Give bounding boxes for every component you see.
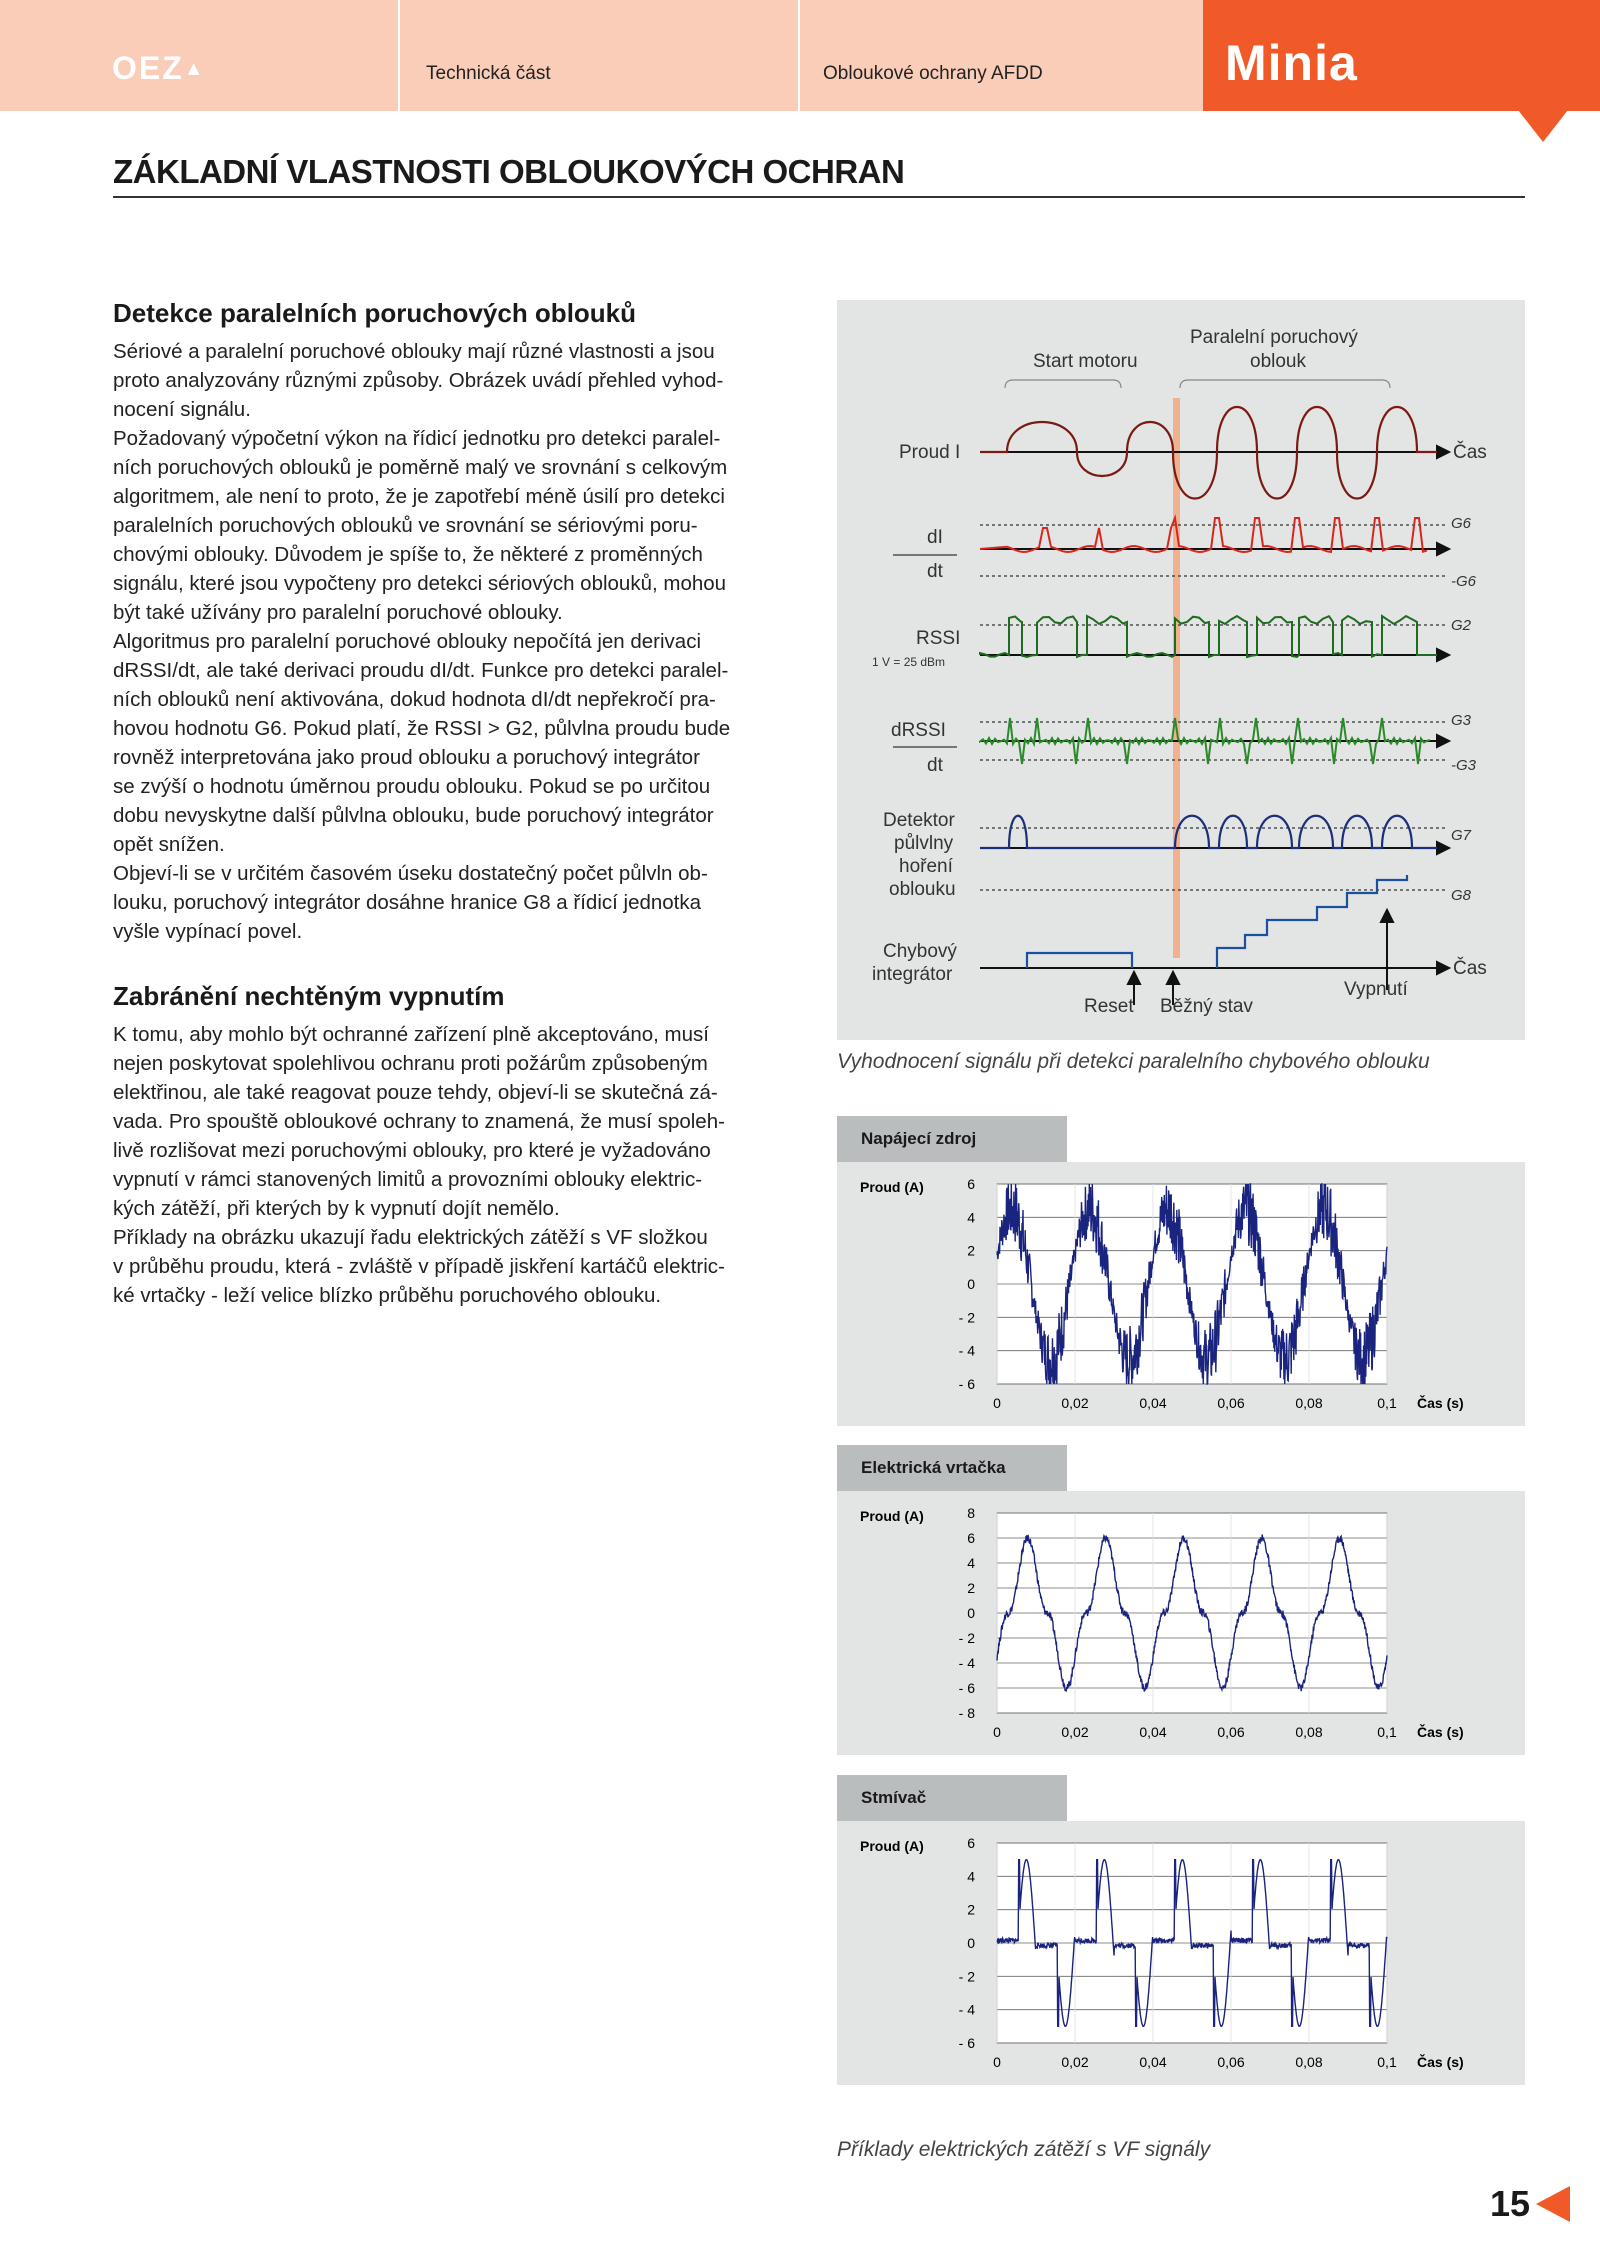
header-divider <box>798 0 800 111</box>
x-tick-label: 0,06 <box>1217 1395 1245 1411</box>
label-minus-g3: -G3 <box>1451 757 1477 774</box>
x-tick-label: 0,1 <box>1377 2054 1397 2070</box>
page-title: ZÁKLADNÍ VLASTNOSTI OBLOUKOVÝCH OCHRAN <box>113 153 905 190</box>
chart-title-tab <box>837 1445 1067 1491</box>
signal-half-wave-detector <box>980 816 1437 848</box>
text-line: paralelních poruchových oblouků ve srovnání se sériovými poru- <box>113 514 698 537</box>
label-time-2: Čas <box>1453 958 1487 979</box>
label-reset: Reset <box>1084 996 1134 1017</box>
text-line: opět snížen. <box>113 833 225 856</box>
page-pointer-icon <box>1536 2186 1570 2222</box>
brace-start-motor <box>1005 380 1121 388</box>
header-section: Technická část <box>426 63 551 84</box>
signal-rssi <box>980 616 1437 657</box>
text-line: kých zátěží, při kterých by k vypnutí dojít nemělo. <box>113 1197 560 1220</box>
text-line: Příklady na obrázku ukazují řadu elektrických zátěží s VF složkou <box>113 1226 708 1249</box>
y-tick-label: 2 <box>967 1580 975 1596</box>
current-chart <box>837 1821 1525 2085</box>
text-line: Objeví-li se v určitém časovém úseku dostatečný počet půlvln ob- <box>113 862 708 885</box>
x-tick-label: 0,06 <box>1217 1724 1245 1740</box>
label-g7: G7 <box>1451 827 1472 844</box>
text-line: rovněž interpretována jako proud oblouku a poruchový integrátor <box>113 746 700 769</box>
label-g6: G6 <box>1451 515 1472 532</box>
chart-title: Stmívač <box>861 1788 927 1807</box>
y-tick-label: - 4 <box>958 1342 975 1359</box>
text-line: vyšle vypínací povel. <box>113 920 303 943</box>
text-line: nocení signálu. <box>113 398 251 421</box>
label-time: Čas <box>1453 442 1487 463</box>
label-trip: Vypnutí <box>1344 979 1408 1000</box>
y-tick-label: 0 <box>967 1935 975 1951</box>
chart-panel <box>837 1821 1525 2085</box>
y-tick-label: 6 <box>967 1835 975 1851</box>
chart-title: Napájecí zdroj <box>861 1129 977 1148</box>
label-integrator-2: integrátor <box>872 964 953 985</box>
x-tick-label: 0,02 <box>1061 1395 1089 1411</box>
y-tick-label: 0 <box>967 1605 975 1621</box>
y-tick-label: 2 <box>967 1901 975 1918</box>
section-heading-false-trip: Zabránění nechtěným vypnutím <box>113 981 505 1011</box>
y-tick-label: - 6 <box>958 1680 975 1696</box>
y-tick-label: 0 <box>967 1276 975 1292</box>
label-rssi: RSSI <box>916 628 961 649</box>
label-current: Proud I <box>899 442 961 463</box>
text-line: ních oblouků není aktivována, dokud hodnota dI/dt nepřekročí pra- <box>113 688 716 711</box>
signal-drssi-dt <box>980 718 1430 764</box>
text-line: Požadovaný výpočetní výkon na řídicí jednotku pro detekci paralel- <box>113 427 721 450</box>
y-tick-label: 2 <box>967 1242 975 1259</box>
text-line: Algoritmus pro paralelní poruchové oblouky nepočítá jen derivaci <box>113 630 702 653</box>
text-line: ké vrtačky - leží velice blízko průběhu poruchového oblouku. <box>113 1284 662 1307</box>
text-line: proto analyzovány různými způsoby. Obrázek uvádí přehled vyhod- <box>113 369 724 392</box>
y-tick-label: - 4 <box>958 1655 975 1671</box>
label-g8: G8 <box>1451 887 1472 904</box>
x-tick-label: 0,08 <box>1295 1724 1323 1740</box>
x-tick-label: 0,04 <box>1139 1395 1167 1411</box>
section-heading-parallel: Detekce paralelních poruchových oblouků <box>113 298 637 328</box>
text-line: dRSSI/dt, ale také derivaci proudu dI/dt. Funkce pro detekci paralel- <box>113 659 729 682</box>
x-tick-label: 0 <box>993 2054 1001 2070</box>
x-tick-label: 0,04 <box>1139 1724 1167 1740</box>
text-line: algoritmem, ale není to proto, že je zapotřebí méně úsilí pro detekci <box>113 485 725 508</box>
x-tick-label: 0,04 <box>1139 2054 1167 2070</box>
label-integrator-1: Chybový <box>883 941 957 962</box>
x-tick-label: 0,1 <box>1377 1724 1397 1740</box>
label-parallel-arc-2: oblouk <box>1250 351 1306 372</box>
y-tick-label: - 6 <box>958 2035 975 2051</box>
chart-title-tab <box>837 1116 1067 1162</box>
text-line: Sériové a paralelní poruchové oblouky mají různé vlastnosti a jsou <box>113 340 715 363</box>
x-tick-label: 0,1 <box>1377 1395 1397 1411</box>
y-tick-label: 4 <box>967 1868 975 1885</box>
chart-title: Elektrická vrtačka <box>861 1458 1006 1477</box>
text-line: ních poruchových oblouků je poměrně malý ve srovnání s celkovým <box>113 456 728 479</box>
brace-parallel-arc <box>1180 380 1390 388</box>
signal-diagram-panel <box>837 300 1525 1040</box>
text-line: signálu, které jsou vypočteny pro detekci sériových oblouků, mohou <box>113 572 727 595</box>
page-number: 15 <box>1490 2183 1531 2224</box>
title-rule <box>113 196 1525 198</box>
label-parallel-arc: Paralelní poruchový <box>1190 327 1358 348</box>
header-topic: Obloukové ochrany AFDD <box>823 63 1043 84</box>
label-rssi-unit: 1 V = 25 dBm <box>872 655 946 669</box>
label-di: dI <box>927 527 943 548</box>
x-tick-label: 0 <box>993 1395 1001 1411</box>
x-tick-label: 0 <box>993 1724 1001 1740</box>
text-line: nejen poskytovat spolehlivou ochranu proti požárům způsobeným <box>113 1052 708 1075</box>
label-dt: dt <box>927 561 943 582</box>
label-g3: G3 <box>1451 712 1472 729</box>
x-axis-label: Čas (s) <box>1417 1395 1464 1411</box>
text-line: v průběhu proudu, která - zvláště v případě jiskření kartáčů elektric- <box>113 1255 725 1278</box>
text-line: K tomu, aby mohlo být ochranné zařízení plně akceptováno, musí <box>113 1023 709 1046</box>
y-tick-label: - 2 <box>958 1968 975 1985</box>
x-tick-label: 0,06 <box>1217 2054 1245 2070</box>
y-tick-label: 8 <box>967 1505 975 1521</box>
section-body-false-trip <box>113 1020 823 1310</box>
text-line: elektřinou, ale také reagovat pouze tehdy, objeví-li se skutečná zá- <box>113 1081 718 1104</box>
label-start-motor: Start motoru <box>1033 351 1138 372</box>
brand-pointer-icon <box>1518 110 1568 142</box>
label-minus-g6: -G6 <box>1451 573 1477 590</box>
diagram-caption: Vyhodnocení signálu při detekci paralelního chybového oblouku <box>837 1050 1430 1073</box>
text-line: být také užívány pro paralelní poruchové oblouky. <box>113 601 563 624</box>
text-line: livě rozlišovat mezi poruchovými oblouky, pro které je vyžadováno <box>113 1139 711 1162</box>
oez-logo: OEZ▲ <box>112 50 206 86</box>
section-body-parallel <box>113 337 823 946</box>
current-chart <box>837 1162 1525 1426</box>
y-axis-label: Proud (A) <box>860 1838 924 1854</box>
y-tick-label: 4 <box>967 1555 975 1571</box>
text-line: dobu nevyskytne další půlvlna oblouku, bude poruchový integrátor <box>113 804 714 827</box>
y-tick-label: - 6 <box>958 1376 975 1392</box>
y-tick-label: 6 <box>967 1530 975 1546</box>
label-detector-2: půlvlny <box>894 833 954 854</box>
x-axis-label: Čas (s) <box>1417 2054 1464 2070</box>
text-line: louku, poruchový integrátor dosáhne hranice G8 a řídicí jednotka <box>113 891 702 914</box>
x-tick-label: 0,02 <box>1061 1724 1089 1740</box>
signal-di-dt <box>980 518 1427 552</box>
y-tick-label: - 8 <box>958 1705 975 1721</box>
text-line: chovými oblouky. Důvodem je spíše to, že některé z proměnných <box>113 543 703 566</box>
chart-panel <box>837 1491 1525 1755</box>
y-tick-label: 6 <box>967 1176 975 1192</box>
text-line: hovou hodnotu G6. Pokud platí, že RSSI > G2, půlvlna proudu bude <box>113 717 731 740</box>
text-line: vypnutí v rámci stanovených limitů a provozními oblouky elektric- <box>113 1168 703 1191</box>
signal-diagram <box>837 300 1525 1040</box>
y-axis-label: Proud (A) <box>860 1508 924 1524</box>
brand-name: Minia <box>1225 35 1358 91</box>
charts-caption: Příklady elektrických zátěží s VF signály <box>837 2138 1211 2161</box>
chart-title-tab <box>837 1775 1067 1821</box>
text-line: se zvýší o hodnotu úměrnou proudu oblouku. Pokud se po určitou <box>113 775 711 798</box>
x-tick-label: 0,02 <box>1061 2054 1089 2070</box>
label-normal-state: Běžný stav <box>1160 996 1253 1017</box>
text-line: vada. Pro spouště obloukové ochrany to znamená, že musí spoleh- <box>113 1110 725 1133</box>
label-dt-2: dt <box>927 755 943 776</box>
y-tick-label: - 2 <box>958 1309 975 1326</box>
label-g2: G2 <box>1451 617 1472 634</box>
y-tick-label: 4 <box>967 1209 975 1226</box>
header-divider <box>398 0 400 111</box>
label-detector-3: hoření <box>899 856 953 877</box>
x-axis-label: Čas (s) <box>1417 1724 1464 1740</box>
chart-panel <box>837 1162 1525 1426</box>
x-tick-label: 0,08 <box>1295 2054 1323 2070</box>
y-axis-label: Proud (A) <box>860 1179 924 1195</box>
signal-fault-integrator <box>1027 875 1407 968</box>
current-chart <box>837 1491 1525 1755</box>
label-detector-1: Detektor <box>883 810 955 831</box>
label-drssi: dRSSI <box>891 720 946 741</box>
y-tick-label: - 4 <box>958 2001 975 2018</box>
y-tick-label: - 2 <box>958 1630 975 1646</box>
x-tick-label: 0,08 <box>1295 1395 1323 1411</box>
label-detector-4: oblouku <box>889 879 956 900</box>
